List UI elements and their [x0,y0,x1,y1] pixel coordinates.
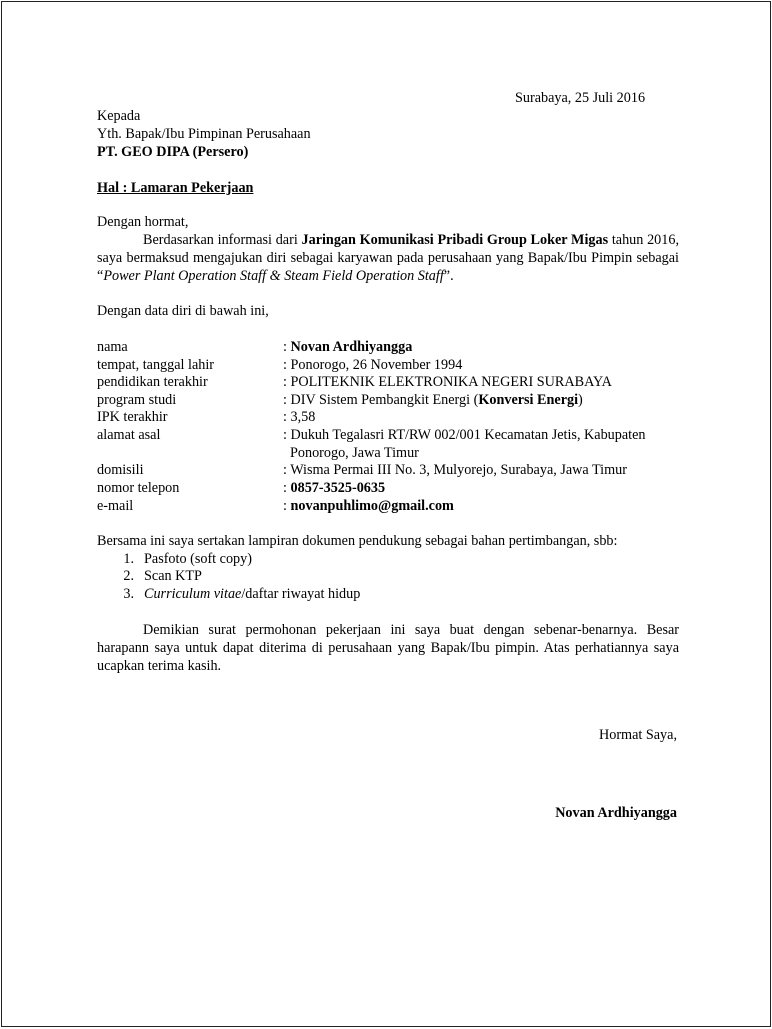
data-value-text: : Ponorogo, 26 November 1994 [283,357,463,373]
recipient-company: PT. GEO DIPA (Persero) [97,144,249,160]
intro-part-2: tahun 2016, saya bermaksud mengajukan diri sebagai karyawan pada perusahaan yang Bapak/Ibu Pimpin sebagai “ [97,232,679,284]
closing-paragraph: Demikian surat permohonan pekerjaan ini saya buat dengan sebenar-benarnya. Besar harapann saya untuk dapat diterima di perusahaan yang Bapak/Ibu pimpin. Atas perhatiannya saya ucapkan terima kasih. [97,622,679,674]
attachment-label: Pasfoto (soft copy) [144,551,252,567]
data-value-text: : DIV Sistem Pembangkit Energi ( [283,392,479,408]
subject-line: Hal : Lamaran Pekerjaan [97,180,254,196]
job-positions: Power Plant Operation Staff & Steam Field Operation Staff [103,267,444,284]
data-value [283,498,679,516]
data-label: alamat asal [97,427,161,443]
attachment-text [144,551,252,569]
info-source: Jaringan Komunikasi Pribadi Group Loker Migas [301,232,609,248]
attachment-text [144,586,360,604]
data-value [283,409,679,427]
date-place: Surabaya, 25 Juli 2016 [515,90,646,106]
data-value-text: : [283,498,291,514]
data-value [283,339,679,357]
data-value-text: : [283,480,291,496]
recipient-line-2: Yth. Bapak/Ibu Pimpinan Perusahaan [97,126,311,142]
attachment-italic: Curriculum vitae [144,586,242,602]
data-value-text: : POLITEKNIK ELEKTRONIKA NEGERI SURABAYA [283,374,612,390]
data-value [283,357,679,375]
data-value [283,392,679,410]
data-label: program studi [97,392,177,408]
data-value-bold: novanpuhlimo@gmail.com [290,498,454,514]
data-value [283,462,679,480]
data-label: domisili [97,462,144,478]
attachment-label: Scan KTP [144,568,202,584]
data-value [283,427,679,463]
letter-page [1,1,771,1027]
data-intro: Dengan data diri di bawah ini, [97,303,269,319]
data-value [283,480,679,498]
data-value-bold: Konversi Energi [478,392,579,408]
attachment-label: /daftar riwayat hidup [241,586,361,602]
greeting: Dengan hormat, [97,214,189,230]
attachment-number: 3. [123,586,134,602]
data-value-text: : Wisma Permai III No. 3, Mulyorejo, Surabaya, Jawa Timur [283,462,627,478]
attachment-text [144,568,202,586]
attachment-number: 1. [123,551,134,567]
data-value-line-2: Ponorogo, Jawa Timur [290,444,419,461]
data-label: tempat, tanggal lahir [97,357,215,373]
attachments-intro: Bersama ini saya sertakan lampiran dokumen pendukung sebagai bahan pertimbangan, sbb: [97,533,618,549]
intro-part-1: Berdasarkan informasi dari [143,232,302,248]
data-value-text: : Dukuh Tegalasri RT/RW 002/001 Kecamatan Jetis, Kabupaten [283,427,646,443]
data-value [283,374,679,392]
data-value-bold: Novan Ardhiyangga [290,339,413,355]
data-label: nama [97,339,128,355]
intro-paragraph [97,232,679,285]
data-value-after: ) [578,392,583,408]
data-value-text: : [283,339,291,355]
intro-part-3: ”. [443,267,454,284]
data-label: e-mail [97,498,134,514]
data-label: nomor telepon [97,480,180,496]
data-value-text: : 3,58 [283,409,316,425]
attachment-number: 2. [123,568,134,584]
data-label: pendidikan terakhir [97,374,208,390]
sign-off: Hormat Saya, [598,727,677,743]
signature-name: Novan Ardhiyangga [555,805,677,821]
recipient-line-1: Kepada [97,108,141,124]
data-label: IPK terakhir [97,409,168,425]
data-value-bold: 0857-3525-0635 [290,480,386,496]
